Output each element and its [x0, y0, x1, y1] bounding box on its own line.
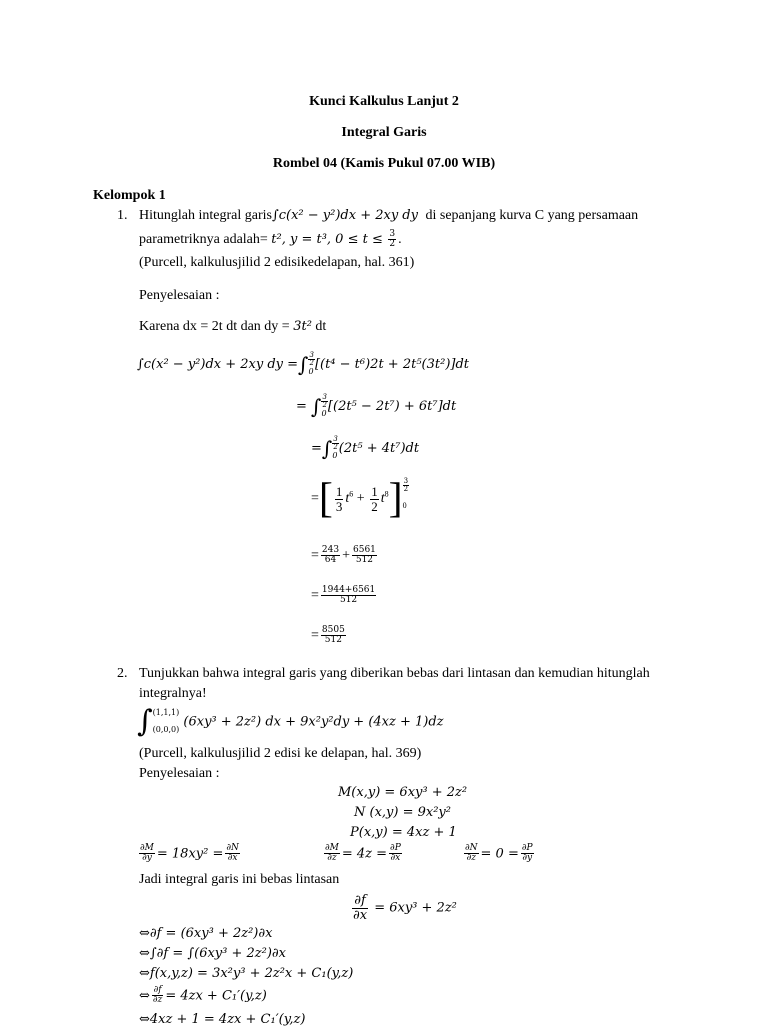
problem1-solution-label: Penyelesaian : [139, 288, 220, 303]
problem1-text-a: Hitunglah integral garis [139, 208, 272, 223]
problem2-number: 2. [117, 666, 128, 681]
problem1-line2-text: parametriknya adalah= [139, 232, 268, 248]
problem2-N: N (x,y) = 9x²y² [354, 805, 451, 820]
problem1-step6: = $\frac{1944+6561}{512}$ [311, 585, 376, 606]
problem2-reference: (Purcell, kalkulusjilid 2 edisi ke delapan, hal. 369) [139, 746, 422, 761]
derivation-step3: ⇔f(x,y,z) = 3x²y³ + 2z²x + C₁(y,z) [139, 966, 354, 981]
problem1-step5: = $\frac{243}{64}$ + $\frac{6561}{512}$ [311, 545, 376, 566]
problem1-step4: =[ $\frac{1}{3}$ $t^6$ + $\frac{1}{2}$ $t^8$] $\frac{3}{2}$ 0 [311, 476, 409, 522]
problem1-line2: parametriknya adalah= t², y = t³, 0 ≤ t ≤ $\frac{3}{2}$ . [139, 229, 402, 250]
derivation-step4: ⇔ $\frac{\partial f}{\partial z}$ = 4zx + C₁′(y,z) [139, 985, 267, 1006]
class-info: Rombel 04 (Kamis Pukul 07.00 WIB) [272, 156, 496, 171]
problem1-param: t², y = t³, 0 ≤ t ≤ [271, 232, 383, 248]
problem2-line1: Tunjukkan bahwa integral garis yang diberikan bebas dari lintasan dan kemudian hitunglah [139, 666, 650, 681]
problem1-integral: ∫c(x² − y²)dx + 2xy dy [271, 208, 418, 223]
step1-upper: $\frac{3}{2}$ [309, 351, 314, 368]
document-title: Kunci Kalkulus Lanjut 2 [309, 94, 459, 109]
problem1-step2: = ∫ $\frac{3}{2}$ 0[(2t⁵ − 2t⁷) + 6t⁷]dt [296, 393, 457, 419]
problem1-limit-fraction: $\frac{3}{2}$ [389, 229, 396, 250]
df-dx-equation: $\frac{\partial f}{\partial x}$ = 6xy³ + 2z² [353, 893, 457, 923]
partial-eq-MN: $\frac{\partial M}{\partial y}$ = 18xy² = $\frac{\partial N}{\partial x}$ [140, 843, 239, 864]
problem1-number: 1. [117, 208, 128, 223]
problem2-line2: integralnya! [139, 686, 207, 701]
problem2-integral: ∫(1,1,1) (0,0,0) (6xy³ + 2z²) dx + 9x²y²dy + (4xz + 1)dz [137, 704, 444, 739]
partial-eq-MP: $\frac{\partial M}{\partial z}$ = 4z = $\frac{\partial P}{\partial x}$ [325, 843, 401, 864]
derivation-step1: ⇔∂f = (6xy³ + 2z²)∂x [139, 926, 273, 941]
derivation-step2: ⇔∫∂f = ∫(6xy³ + 2z²)∂x [139, 946, 286, 961]
problem1-step1: ∫c(x² − y²)dx + 2xy dy =∫ $\frac{3}{2}$ 0[(t⁴ − t⁶)2t + 2t⁵(3t²)]dt [137, 351, 470, 377]
derivation-step5: ⇔4xz + 1 = 4zx + C₁′(y,z) [139, 1012, 306, 1027]
problem1-line1 [139, 208, 638, 225]
problem2-M: M(x,y) = 6xy³ + 2z² [338, 785, 468, 800]
problem1-reference: (Purcell, kalkulusjilid 2 edisikedelapan, hal. 361) [139, 255, 415, 270]
group-heading: Kelompok 1 [93, 188, 166, 203]
problem1-karena: Karena dx = 2t dt dan dy = 3t² dt [139, 319, 327, 334]
problem2-conclusion: Jadi integral garis ini bebas lintasan [139, 872, 340, 887]
problem1-step7: = $\frac{8505}{512}$ [311, 625, 345, 646]
problem1-text-b: di sepanjang kurva C yang persamaan [425, 208, 639, 223]
problem2-P: P(x,y) = 4xz + 1 [350, 825, 457, 840]
partial-eq-NP: $\frac{\partial N}{\partial z}$ = 0 = $\frac{\partial P}{\partial y}$ [465, 843, 533, 864]
problem1-step3: =∫ $\frac{3}{2}$ 0(2t⁵ + 4t⁷)dt [311, 435, 420, 461]
problem2-solution-label: Penyelesaian : [139, 766, 220, 781]
document-subtitle: Integral Garis [341, 125, 427, 140]
